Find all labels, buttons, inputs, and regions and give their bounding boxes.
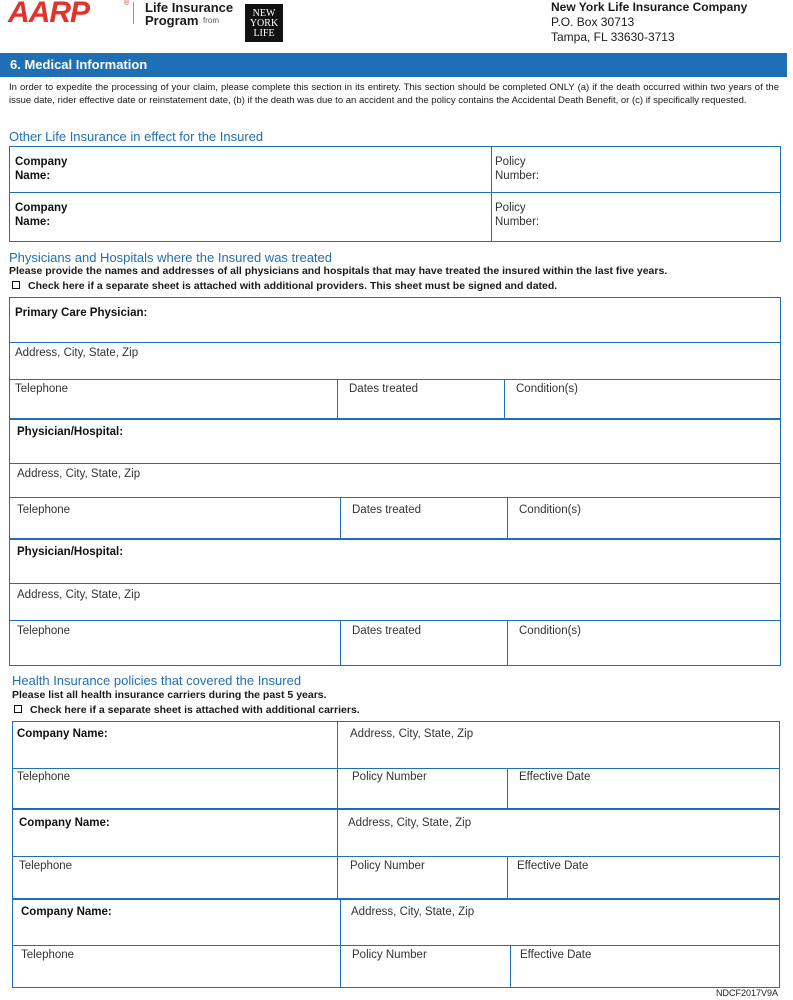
- company-name-label: Company: [15, 202, 68, 214]
- column-divider: [337, 379, 338, 419]
- nyl-logo-line: YORK: [249, 18, 279, 29]
- other-insurance-heading: Other Life Insurance in effect for the Insured: [9, 129, 264, 144]
- telephone-field[interactable]: Telephone: [21, 949, 75, 961]
- physician-name-field[interactable]: Primary Care Physician:: [15, 307, 148, 319]
- physicians-heading: Physicians and Hospitals where the Insured was treated: [9, 250, 333, 265]
- row-divider: [12, 945, 780, 946]
- company-name-label: Company: [15, 156, 68, 168]
- telephone-field[interactable]: Telephone: [17, 625, 71, 637]
- address-field[interactable]: Address, City, State, Zip: [17, 468, 141, 480]
- logo-divider: [133, 2, 134, 24]
- form-code: NDCF2017V9A: [716, 988, 779, 998]
- address-field[interactable]: Address, City, State, Zip: [351, 906, 475, 918]
- telephone-field[interactable]: Telephone: [19, 860, 73, 872]
- telephone-field[interactable]: Telephone: [15, 383, 69, 395]
- section-title-bar: 6. Medical Information: [0, 53, 787, 77]
- conditions-field[interactable]: Condition(s): [519, 504, 581, 516]
- row-divider: [9, 192, 781, 193]
- health-insurance-checkbox-line: [14, 704, 360, 716]
- dates-treated-field[interactable]: Dates treated: [349, 383, 419, 395]
- row-divider: [9, 342, 781, 343]
- telephone-field[interactable]: Telephone: [17, 504, 71, 516]
- column-divider: [507, 768, 508, 809]
- policy-number-field[interactable]: Policy Number: [352, 949, 427, 961]
- policy-number-label[interactable]: Number:: [495, 170, 540, 182]
- column-divider: [507, 620, 508, 666]
- program-title-line1: Life Insurance: [145, 0, 234, 15]
- company-name-label[interactable]: Name:: [15, 216, 51, 228]
- aarp-registered-mark: ®: [124, 0, 130, 7]
- row-divider: [9, 463, 781, 464]
- physician-name-field[interactable]: Physician/Hospital:: [17, 426, 124, 438]
- company-name-field[interactable]: Company Name:: [19, 817, 110, 829]
- new-york-life-logo: [245, 4, 283, 42]
- page-header: [0, 0, 793, 48]
- row-divider: [9, 379, 781, 380]
- health-insurance-check-text: Check here if a separate sheet is attached with additional carriers.: [30, 704, 360, 716]
- address-field[interactable]: Address, City, State, Zip: [17, 589, 141, 601]
- row-divider: [9, 497, 781, 498]
- company-name-field[interactable]: Company Name:: [17, 728, 108, 740]
- policy-number-label[interactable]: Number:: [495, 216, 540, 228]
- company-name-label[interactable]: Name:: [15, 170, 51, 182]
- row-divider: [12, 768, 780, 769]
- company-name-field[interactable]: Company Name:: [21, 906, 112, 918]
- aarp-logo: AARP: [8, 0, 90, 29]
- company-address-line1: P.O. Box 30713: [551, 15, 635, 29]
- column-divider: [504, 379, 505, 419]
- row-divider: [9, 620, 781, 621]
- program-title-line2: Program: [145, 13, 199, 28]
- column-divider: [337, 721, 338, 809]
- physicians-check-text: Check here if a separate sheet is attached with additional providers. This sheet must be signed and dated.: [28, 280, 558, 292]
- conditions-field[interactable]: Condition(s): [516, 383, 578, 395]
- health-insurance-instruction: Please list all health insurance carriers during the past 5 years.: [12, 689, 327, 701]
- column-divider: [507, 497, 508, 539]
- column-divider: [510, 945, 511, 988]
- telephone-field[interactable]: Telephone: [17, 771, 71, 783]
- other-insurance-table: [9, 146, 781, 242]
- dates-treated-field[interactable]: Dates treated: [352, 625, 422, 637]
- physician-block: [9, 539, 781, 666]
- company-name: New York Life Insurance Company: [551, 0, 748, 14]
- policy-number-field[interactable]: Policy Number: [350, 860, 425, 872]
- address-field[interactable]: Address, City, State, Zip: [15, 347, 139, 359]
- column-divider: [491, 146, 492, 242]
- policy-number-label: Policy: [495, 156, 526, 168]
- address-field[interactable]: Address, City, State, Zip: [348, 817, 472, 829]
- physicians-instruction: Please provide the names and addresses of all physicians and hospitals that may have treated the insured within the last five years.: [9, 265, 668, 277]
- health-insurance-heading: Health Insurance policies that covered the Insured: [12, 673, 302, 688]
- conditions-field[interactable]: Condition(s): [519, 625, 581, 637]
- column-divider: [340, 497, 341, 539]
- row-divider: [12, 856, 780, 857]
- nyl-logo-line: NEW: [252, 8, 276, 19]
- physician-name-field[interactable]: Physician/Hospital:: [17, 546, 124, 558]
- physicians-checkbox-line: [12, 280, 557, 292]
- additional-carriers-checkbox[interactable]: [14, 705, 22, 713]
- effective-date-field[interactable]: Effective Date: [519, 771, 591, 783]
- program-from: from: [203, 16, 219, 25]
- section-intro: In order to expedite the processing of your claim, please complete this section in its entirety. This section should be completed ONLY (a) if the death occurred within two years of the issue date, rider effective date or reinstatement date, (b) if the death was due to an accident and the policy contains the Accidental Death Benefit, or (c) if specifically requested.: [9, 82, 779, 106]
- effective-date-field[interactable]: Effective Date: [520, 949, 592, 961]
- nyl-logo-line: LIFE: [253, 28, 275, 39]
- effective-date-field[interactable]: Effective Date: [517, 860, 589, 872]
- row-divider: [9, 583, 781, 584]
- policy-number-label: Policy: [495, 202, 526, 214]
- address-field[interactable]: Address, City, State, Zip: [350, 728, 474, 740]
- additional-providers-checkbox[interactable]: [12, 281, 20, 289]
- column-divider: [507, 856, 508, 899]
- column-divider: [340, 620, 341, 666]
- dates-treated-field[interactable]: Dates treated: [352, 504, 422, 516]
- company-address-line2: Tampa, FL 33630-3713: [551, 30, 675, 44]
- column-divider: [337, 809, 338, 899]
- column-divider: [340, 899, 341, 988]
- policy-number-field[interactable]: Policy Number: [352, 771, 427, 783]
